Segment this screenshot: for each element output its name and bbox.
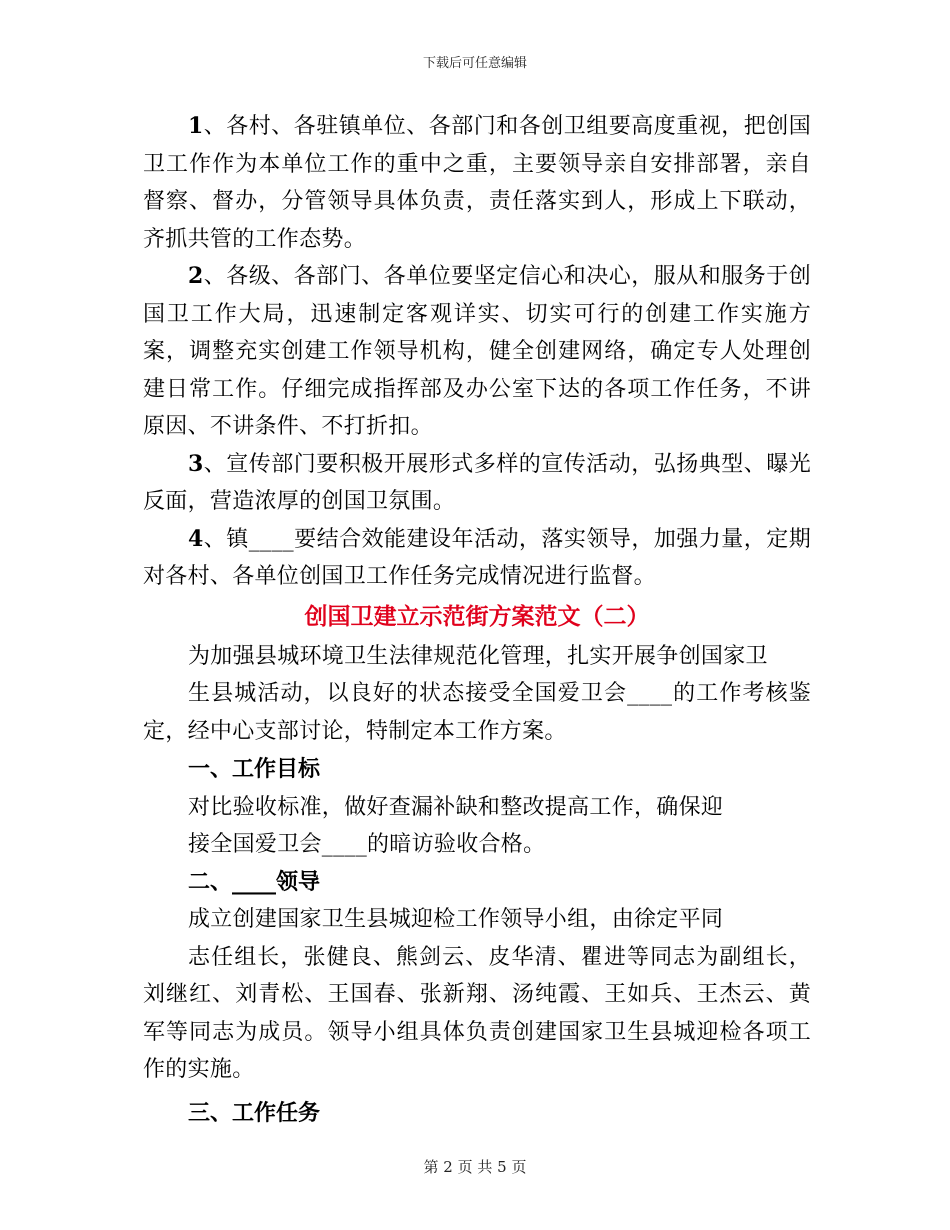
goal-line-1: 对比验收标准，做好查漏补缺和整改提高工作，确保迎 — [188, 794, 724, 820]
intro-line-2: 生县城活动，以良好的状态接受全国爱卫会____的工作考核鉴定，经中心支部讨论，特制定本工作方案。 — [143, 681, 811, 744]
item-number: 1 — [188, 113, 204, 139]
intro-line-1: 为加强县城环境卫生法律规范化管理，扎实开展争创国家卫 — [188, 643, 768, 669]
list-item-3 — [143, 446, 811, 521]
document-body — [143, 108, 811, 1132]
leadership-heading: 二、____领导 — [188, 868, 321, 895]
section-title: 创国卫建立示范街方案范文（二） — [304, 602, 650, 630]
item-text: 、各村、各驻镇单位、各部门和各创卫组要高度重视，把创国卫工作作为本单位工作的重中之重，主要领导亲自安排部署，亲自督察、督办，分管领导具体负责，责任落实到人，形成上下联动，齐抓共管的工作态势。 — [143, 114, 811, 252]
item-text: 、镇____要结合效能建设年活动，落实领导，加强力量，定期对各村、各单位创国卫工作任务完成情况进行监督。 — [143, 526, 811, 589]
goal-heading: 一、工作目标 — [188, 756, 321, 782]
page-footer: 第 2 页 共 5 页 — [423, 1158, 527, 1176]
tasks-heading: 三、工作任务 — [188, 1099, 321, 1126]
item-number: 2 — [188, 263, 204, 289]
goal-line-2: 接全国爱卫会____的暗访验收合格。 — [188, 832, 546, 857]
leadership-line-2: 志任组长，张健良、熊剑云、皮华清、瞿进等同志为副组长，刘继红、刘青松、王国春、张新翔、汤纯霞、王如兵、王杰云、黄军等同志为成员。领导小组具体负责创建国家卫生县城迎检各项工作的实施。 — [143, 944, 811, 1082]
item-text: 、各级、各部门、各单位要坚定信心和决心，服从和服务于创国卫工作大局，迅速制定客观详实、切实可行的创建工作实施方案，调整充实创建工作领导机构，健全创建网络，确定专人处理创建日常工作。仔细完成指挥部及办公室下达的各项工作任务，不讲原因、不讲条件、不打折扣。 — [143, 264, 811, 439]
list-item-2 — [143, 258, 811, 446]
list-item-4 — [143, 521, 811, 596]
leadership-line-1: 成立创建国家卫生县城迎检工作领导小组，由徐定平同 — [188, 907, 724, 932]
page-header: 下载后可任意编辑 — [422, 56, 527, 71]
item-number: 4 — [188, 525, 204, 552]
item-text: 、宣传部门要积极开展形式多样的宣传活动，弘扬典型、曝光反面，营造浓厚的创国卫氛围。 — [143, 451, 811, 514]
item-number: 3 — [188, 450, 204, 477]
list-item-1 — [143, 108, 811, 258]
